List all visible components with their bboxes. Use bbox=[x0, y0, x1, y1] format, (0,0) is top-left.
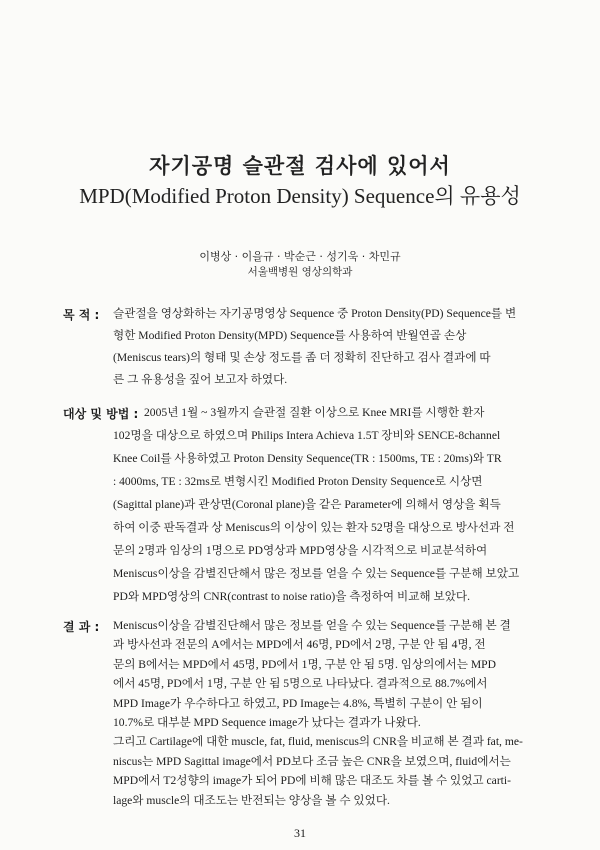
purpose-line: 슬관절을 영상화하는 자기공명영상 Sequence 중 Proton Density(PD) Sequence를 변 bbox=[113, 307, 517, 320]
paper-title-line-2: MPD(Modified Proton Density) Sequence의 유용성 bbox=[79, 184, 521, 208]
results-line: 그리고 Cartilage에 대한 muscle, fat, fluid, meniscus의 CNR을 비교해 본 결과 fat, me- bbox=[113, 735, 523, 749]
purpose-line: 형한 Modified Proton Density(MPD) Sequence를 사용하여 반월연골 손상 bbox=[113, 329, 467, 342]
results-line: 과 방사선과 전문의 A에서는 MPD에서 46명, PD에서 2명, 구분 안 됨 4명, 전 bbox=[113, 638, 486, 652]
purpose-line: 른 그 유용성을 짚어 보고자 하였다. bbox=[113, 373, 288, 386]
author-list: 이병상 · 이을규 · 박순근 · 성기욱 · 차민규 bbox=[199, 250, 401, 263]
methods-line: 2005년 1월 ~ 3월까지 슬관절 질환 이상으로 Knee MRI를 시행한 환자 bbox=[144, 406, 485, 419]
purpose-line: (Meniscus tears)의 형태 및 손상 정도를 좀 더 정확히 진단하고 검사 결과에 따 bbox=[113, 351, 491, 364]
section-label-results: 결 과 : bbox=[63, 620, 100, 634]
results-line: 문의 B에서는 MPD에서 45명, PD에서 1명, 구분 안 됨 5명. 임상의에서는 MPD bbox=[113, 657, 496, 671]
results-line: 10.7%로 대부분 MPD Sequence image가 났다는 결과가 나왔다. bbox=[113, 716, 421, 729]
results-line: MPD Image가 우수하다고 하였고, PD Image는 4.8%, 특별히 구분이 안 됨이 bbox=[113, 696, 483, 710]
methods-line: PD와 MPD영상의 CNR(contrast to noise ratio)을 측정하여 비교해 보았다. bbox=[113, 590, 471, 603]
section-label-purpose: 목 적 : bbox=[63, 308, 100, 322]
methods-line: (Sagittal plane)과 관상면(Coronal plane)을 같은 Parameter에 의해서 영상을 획득 bbox=[113, 498, 501, 511]
results-line: 에서 45명, PD에서 1명, 구분 안 됨 5명으로 나타났다. 결과적으로 88.7%에서 bbox=[113, 677, 488, 691]
paper-title-line-1: 자기공명 슬관절 검사에 있어서 bbox=[149, 153, 451, 178]
methods-line: Knee Coil를 사용하였고 Proton Density Sequence(TR : 1500ms, TE : 20ms)와 TR bbox=[113, 452, 502, 465]
methods-line: 문의 2명과 임상의 1명으로 PD영상과 MPD영상을 시각적으로 비교분석하여 bbox=[113, 544, 488, 557]
results-line: lage와 muscle의 대조도는 반전되는 양상을 볼 수 있었다. bbox=[113, 793, 390, 807]
methods-line: : 4000ms, TE : 32ms로 변형시킨 Modified Proton Density Sequence로 시상면 bbox=[113, 475, 483, 488]
methods-line: 하여 이중 판독결과 상 Meniscus의 이상이 있는 환자 52명을 대상으로 방사선과 전 bbox=[113, 521, 515, 534]
results-line: Meniscus이상을 감별진단해서 많은 정보를 얻을 수 있는 Sequence를 구분해 본 결 bbox=[113, 619, 511, 632]
affiliation: 서울백병원 영상의학과 bbox=[247, 266, 353, 278]
methods-line: Meniscus이상을 감별진단해서 많은 정보를 얻을 수 있는 Sequence를 구분해 보았고 bbox=[113, 567, 520, 580]
section-label-methods: 대상 및 방법 : bbox=[63, 407, 139, 421]
methods-line: 102명을 대상으로 하였으며 Philips Intera Achieva 1.5T 장비와 SENCE-8channel bbox=[113, 429, 501, 442]
results-line: MPD에서 T2성향의 image가 되어 PD에 비해 많은 대조도 차를 볼 수 있었고 carti- bbox=[113, 774, 511, 788]
page-number: 31 bbox=[294, 826, 306, 840]
results-line: niscus는 MPD Sagittal image에서 PD보다 조금 높은 CNR을 보였으며, fluid에서는 bbox=[113, 754, 511, 768]
